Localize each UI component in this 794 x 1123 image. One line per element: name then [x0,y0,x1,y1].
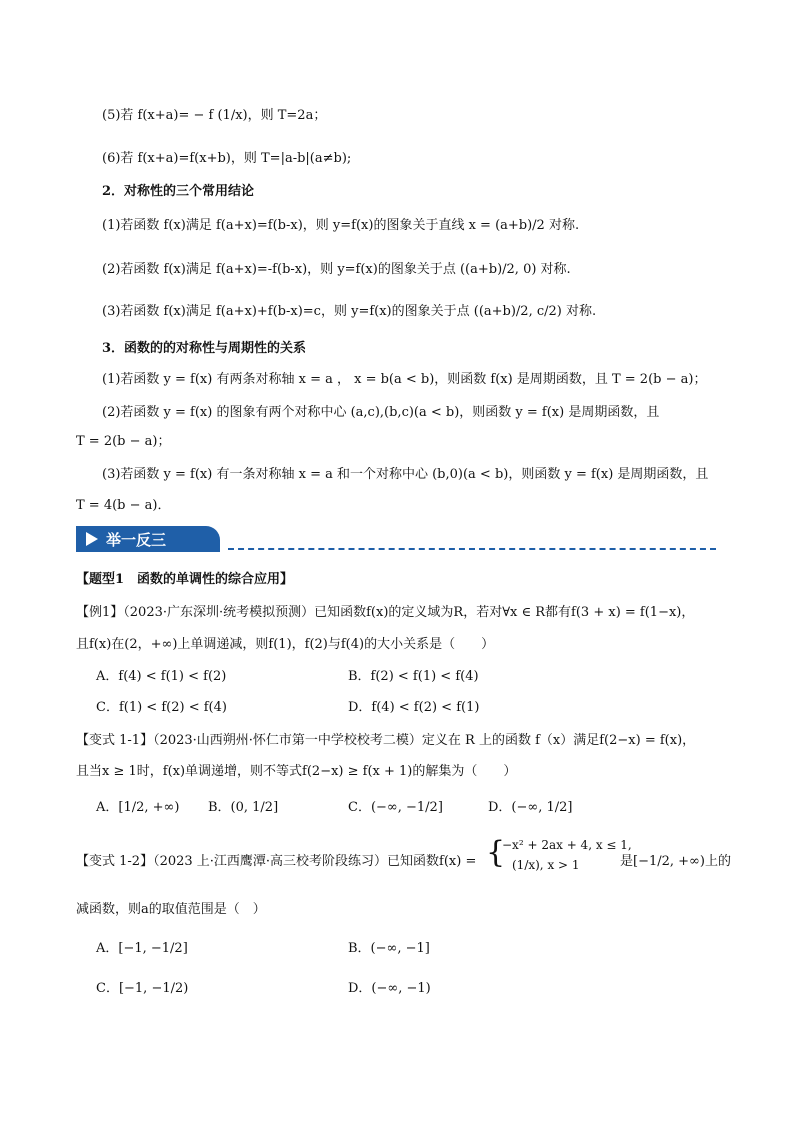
example1-line1: 【例1】（2023·广东深圳·统考模拟预测）已知函数f(x)的定义域为R，若对∀x ∈ R都有f(3 + x) = f(1−x)， [76,605,695,620]
piecewise-brace: { [486,835,506,870]
section-title: 举一反三 [106,531,167,549]
variant11-option-c: C．(−∞, −1/2] [348,800,443,815]
piecewise-case-1: −x² + 2ax + 4, x ≤ 1, [502,838,632,852]
variant12-option-a: A．[−1, −1/2] [96,941,188,956]
variant12-option-d: D．(−∞, −1) [348,981,431,996]
relation-heading: 3．函数的的对称性与周期性的关系 [102,341,307,356]
relation-item-3a: (3)若函数 y = f(x) 有一条对称轴 x = a 和一个对称中心 (b,0)(a < b)，则函数 y = f(x) 是周期函数，且 [102,467,709,482]
symmetry-heading: 2．对称性的三个常用结论 [102,184,255,199]
variant12-suffix: 是[−1/2, +∞)上的 [620,854,731,869]
play-icon [86,532,98,546]
variant12-option-c: C．[−1, −1/2) [96,981,189,996]
periodicity-item-6: (6)若 f(x+a)=f(x+b)，则 T=|a-b|(a≠b); [102,151,352,166]
relation-item-2a: (2)若函数 y = f(x) 的图象有两个对称中心 (a,c),(b,c)(a < b)，则函数 y = f(x) 是周期函数，且 [102,405,660,420]
relation-item-3b: T = 4(b − a)． [76,498,171,513]
piecewise-case-2: (1/x), x > 1 [512,858,580,872]
relation-item-1: (1)若函数 y = f(x) 有两条对称轴 x = a ， x = b(a < b)，则函数 f(x) 是周期函数，且 T = 2(b − a)； [102,372,707,387]
symmetry-item-3: (3)若函数 f(x)满足 f(a+x)+f(b-x)=c，则 y=f(x)的图象关于点 ((a+b)/2, c/2) 对称. [102,304,597,319]
example1-line2: 且f(x)在(2，+∞)上单调递减，则f(1)，f(2)与f(4)的大小关系是（ ） [76,637,495,652]
section-tab [76,526,220,552]
example1-option-a: A．f(4) < f(1) < f(2) [96,669,227,684]
variant12-option-b: B．(−∞, −1] [348,941,430,956]
dashed-divider [228,548,716,550]
section-bar [76,526,716,552]
periodicity-item-5: (5)若 f(x+a)= − f (1/x)，则 T=2a； [102,108,327,123]
variant11-option-a: A．[1/2, +∞) [96,800,180,815]
variant11-option-d: D．(−∞, 1/2] [488,800,573,815]
relation-item-2b: T = 2(b − a)； [76,434,171,449]
example1-option-d: D．f(4) < f(2) < f(1) [348,700,480,715]
example1-option-b: B．f(2) < f(1) < f(4) [348,669,479,684]
variant11-line1: 【变式 1-1】（2023·山西朔州·怀仁市第一中学校校考二模）定义在 R 上的函数 f（x）满足f(2−x) = f(x)， [76,733,696,748]
symmetry-item-1: (1)若函数 f(x)满足 f(a+x)=f(b-x)，则 y=f(x)的图象关于直线 x = (a+b)/2 对称. [102,218,580,233]
variant11-option-b: B．(0, 1/2] [208,800,279,815]
topic-title: 【题型1 函数的单调性的综合应用】 [76,572,294,587]
variant12-line2: 减函数，则a的取值范围是（ ） [76,902,266,917]
variant11-line2: 且当x ≥ 1时，f(x)单调递增，则不等式f(2−x) ≥ f(x + 1)的解集为（ ） [76,764,517,779]
example1-option-c: C．f(1) < f(2) < f(4) [96,700,227,715]
symmetry-item-2: (2)若函数 f(x)满足 f(a+x)=-f(b-x)，则 y=f(x)的图象关于点 ((a+b)/2, 0) 对称. [102,262,571,277]
variant12-prefix: 【变式 1-2】（2023 上·江西鹰潭·高三校考阶段练习）已知函数f(x) = [76,854,477,869]
